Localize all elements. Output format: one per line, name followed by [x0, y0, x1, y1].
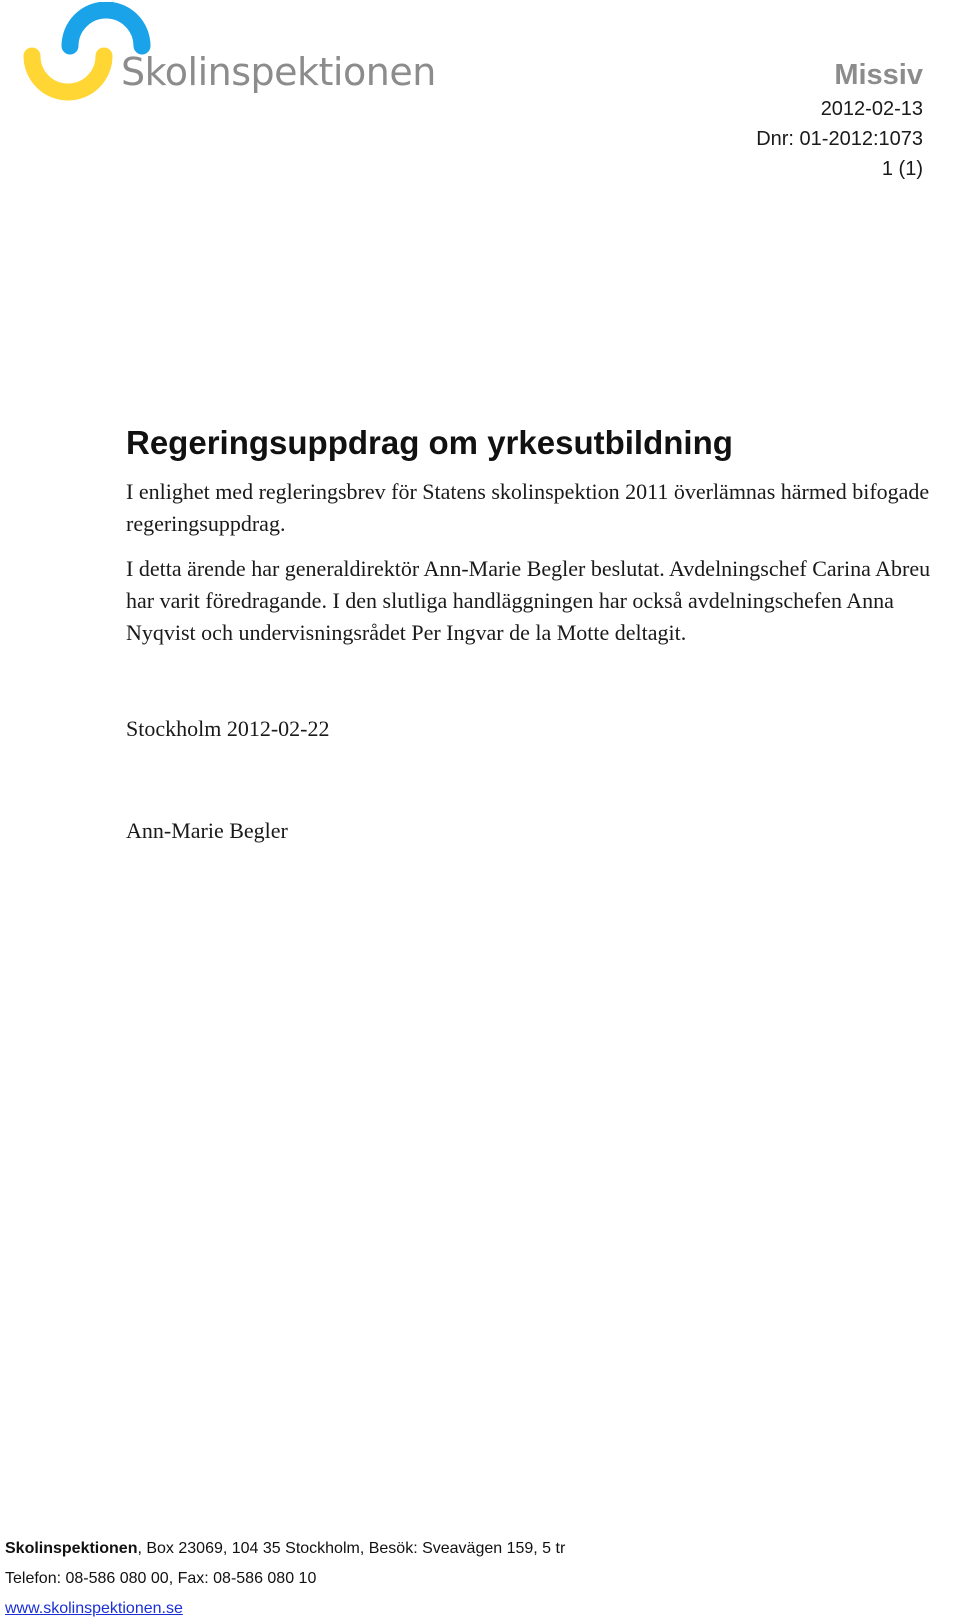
page-number: 1 (1)	[881, 158, 923, 180]
document-meta	[756, 56, 923, 184]
footer-contact: Telefon: 08-586 080 00, Fax: 08-586 080 10	[5, 1570, 317, 1587]
logo-yellow-arc	[32, 56, 104, 92]
logo-blue-arc	[70, 10, 142, 46]
paragraph-decision: I detta ärende har generaldirektör Ann-Marie Begler beslutat. Avdelningschef Carina Abreu har varit föredragande. I den slutliga handläggningen har också avdelningschefen Anna Nyqvist och undervisningsrådet Per Ingvar de la Motte deltagit.	[126, 556, 931, 645]
skolinspektionen-logo	[22, 2, 442, 102]
footer-address-line	[5, 1534, 565, 1564]
document-dnr: Dnr: 01-2012:1073	[756, 128, 923, 150]
footer-address: , Box 23069, 104 35 Stockholm, Besök: Sveavägen 159, 5 tr	[137, 1540, 566, 1557]
website-link[interactable]: www.skolinspektionen.se	[5, 1600, 183, 1617]
page-title: Regeringsuppdrag om yrkesutbildning	[126, 424, 733, 461]
logo-wordmark: Skolinspektionen	[121, 50, 436, 94]
place-and-date: Stockholm 2012-02-22	[126, 716, 330, 741]
document-date: 2012-02-13	[820, 98, 923, 120]
footer	[5, 1534, 565, 1624]
signatory-name: Ann-Marie Begler	[126, 818, 288, 843]
paragraph-intro: I enlighet med regleringsbrev för Statens skolinspektion 2011 överlämnas härmed bifogade regeringsuppdrag.	[126, 479, 930, 536]
document-type: Missiv	[834, 59, 923, 91]
footer-org-name: Skolinspektionen	[5, 1540, 138, 1557]
